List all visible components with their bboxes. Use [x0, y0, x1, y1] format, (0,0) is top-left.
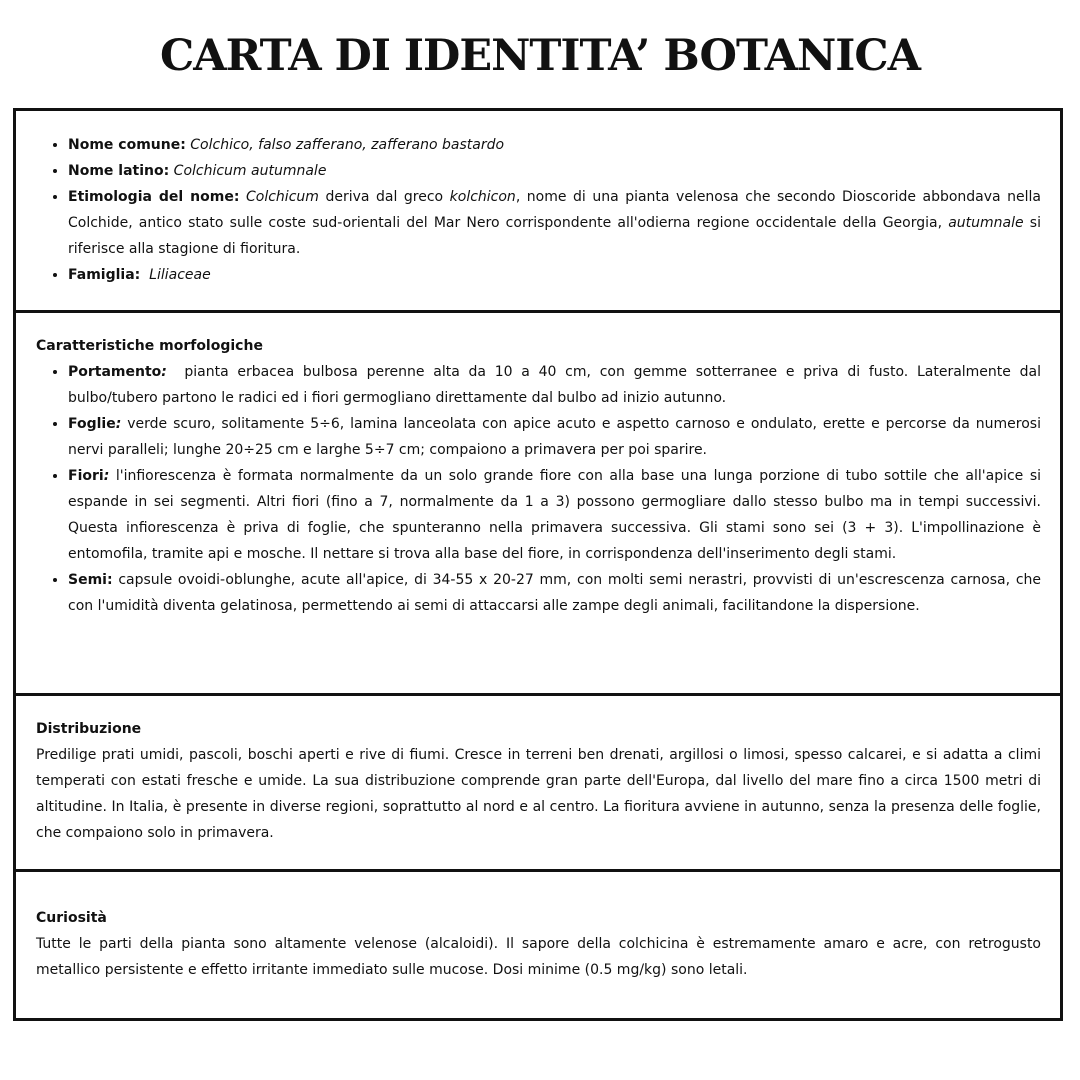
etymology-term-colchicum: Colchicum — [246, 189, 319, 205]
latin-name-label: Nome latino: — [68, 163, 170, 179]
foglie-colon: : — [115, 416, 122, 432]
morphology-list — [36, 359, 1041, 619]
identity-list — [36, 132, 1041, 288]
list-item-foglie — [68, 411, 1041, 463]
portamento-label: Portamento — [68, 364, 162, 380]
page-title: CARTA DI IDENTITA’ BOTANICA — [160, 31, 920, 81]
distribution-section — [16, 696, 1060, 872]
morphology-heading: Caratteristiche morfologiche — [36, 338, 263, 354]
latin-name-value: Colchicum autumnale — [173, 163, 327, 179]
etymology-label: Etimologia del nome: — [68, 189, 240, 205]
curiosity-heading: Curiosità — [36, 910, 107, 926]
family-label: Famiglia: — [68, 267, 141, 283]
etymology-text-2: , nome di una pianta velenosa che secondo Dioscoride abbondava nella Colchide, antico stato sulle coste sud-orientali del Mar Nero corrispondente all'odierna regione occidentale della Georgia, — [68, 189, 1042, 231]
curiosity-text: Tutte le parti della pianta sono altamente velenose (alcaloidi). Il sapore della colchicina è estremamente amaro e acre, con retrogusto metallico persistente e effetto irritante immediato sulle mucose. Dosi minime (0.5 mg/kg) sono letali. — [36, 936, 1041, 978]
family-value: Liliaceae — [149, 267, 211, 283]
common-name-label: Nome comune: — [68, 137, 186, 153]
list-item-portamento — [68, 359, 1041, 411]
semi-label: Semi: — [68, 572, 113, 588]
distribution-heading: Distribuzione — [36, 721, 142, 737]
list-item-family — [68, 262, 1041, 288]
morphology-section — [16, 313, 1060, 696]
list-item-latin-name — [68, 158, 1041, 184]
etymology-term-autumnale: autumnale — [948, 215, 1024, 231]
fiori-text: l'infiorescenza è formata normalmente da un solo grande fiore con alla base una lunga porzione di tubo sottile che all'apice si espande in sei segmenti. Altri fiori (fino a 7, normalmente da 1 a 3) possono germogliare dallo stesso bulbo ma in tempi successivi. Questa infiorescenza è priva di foglie, che spunteranno nella primavera successiva. Gli stami sono sei (3 + 3). L'impollinazione è entomofila, tramite api e mosche. Il nettare si trova alla base del fiore, in corrispondenza dell'inserimento degli stami. — [68, 468, 1042, 562]
etymology-text-3: si riferisce alla stagione di fioritura. — [68, 215, 1041, 257]
list-item-semi — [68, 567, 1041, 619]
fiori-label: Fiori — [68, 468, 104, 484]
fiori-colon: : — [103, 468, 110, 484]
curiosity-section — [16, 872, 1060, 1021]
list-item-etymology — [68, 184, 1041, 262]
foglie-label: Foglie — [68, 416, 116, 432]
identity-card-table — [13, 108, 1063, 1021]
list-item-fiori — [68, 463, 1041, 567]
portamento-text: pianta erbacea bulbosa perenne alta da 10 a 40 cm, con gemme sotterranee e priva di fusto. Lateralmente dal bulbo/tubero partono le radici ed i fiori germogliano direttamente dal bulbo ad inizio autunno. — [68, 364, 1041, 406]
list-item-common-name — [68, 132, 1041, 158]
portamento-colon: : — [161, 364, 167, 380]
semi-text: capsule ovoidi-oblunghe, acute all'apice, di 34-55 x 20-27 mm, con molti semi nerastri, provvisti di un'escrescenza carnosa, che con l'umidità diventa gelatinosa, permettendo ai semi di attaccarsi alle zampe degli animali, facilitandone la dispersione. — [68, 572, 1042, 614]
etymology-text-1: deriva dal greco — [318, 189, 450, 205]
foglie-text: verde scuro, solitamente 5÷6, lamina lanceolata con apice acuto e aspetto carnoso e ondulato, erette e percorse da numerosi nervi paralleli; lunghe 20÷25 cm e larghe 5÷7 cm; compaiono a primavera per poi sparire. — [68, 416, 1041, 458]
etymology-term-kolchicon: kolchicon — [449, 189, 516, 205]
common-name-value: Colchico, falso zafferano, zafferano bastardo — [190, 137, 505, 153]
identity-section — [16, 111, 1060, 313]
distribution-text: Predilige prati umidi, pascoli, boschi aperti e rive di fiumi. Cresce in terreni ben drenati, argillosi o limosi, spesso calcarei, e si adatta a climi temperati con estati fresche e umide. La sua distribuzione comprende gran parte dell'Europa, dal livello del mare fino a circa 1500 metri di altitudine. In Italia, è presente in diverse regioni, soprattutto al nord e al centro. La fioritura avviene in autunno, senza la presenza delle foglie, che compaiono solo in primavera. — [36, 747, 1041, 841]
